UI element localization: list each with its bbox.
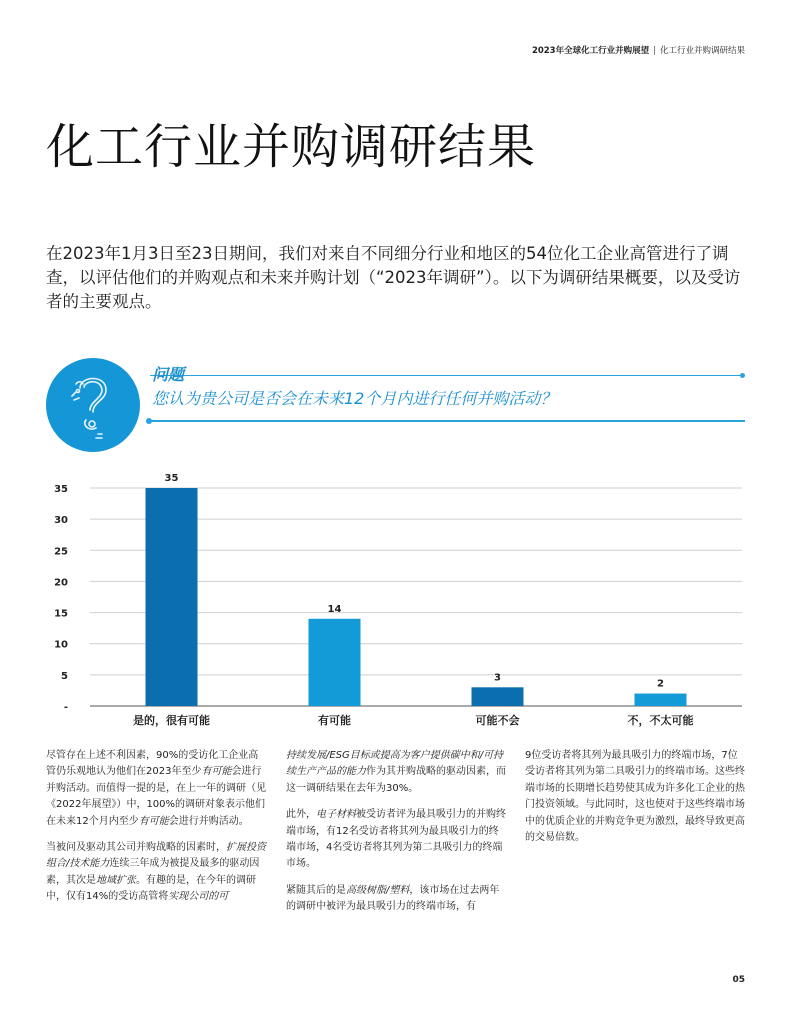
question-mark-icon [46, 358, 140, 452]
report-title: 2023年全球化工行业并购展望 [531, 46, 650, 56]
y-tick-label: 25 [54, 546, 68, 558]
body-text: 会进行并购活动。 [168, 815, 249, 827]
y-tick-label: 5 [61, 670, 68, 682]
body-text: ，该市场在过去两年的调研中被评为最具吸引力的终端市场，有 [286, 884, 500, 913]
body-text: 尽管存在上述不利因素，90%的受访化工企业高管仍乐观地认为他们在2023年至少 [46, 750, 259, 778]
page-number: 05 [732, 975, 745, 985]
running-header [532, 44, 745, 56]
y-tick-label: 30 [54, 515, 68, 527]
body-paragraph [46, 748, 266, 830]
emphasis-text: 地域扩张 [96, 874, 136, 886]
section-name: 化工行业并购调研结果 [659, 46, 745, 56]
bar [635, 694, 687, 706]
body-text: 作为其并购战略的驱动因素，而这一调研结果在去年为30%。 [286, 766, 506, 794]
body-text: 连续三年成为被提及最多的驱动因素，其次是 [46, 858, 260, 886]
body-paragraph [525, 748, 745, 846]
y-tick-label: 15 [54, 608, 68, 620]
body-column-1 [46, 748, 266, 916]
survey-bar-chart [0, 460, 791, 732]
body-paragraph [286, 807, 506, 873]
x-tick-label: 是的，很有可能 [133, 714, 210, 727]
page-title: 化工行业并购调研结果 [46, 119, 537, 175]
data-label: 3 [494, 672, 501, 684]
y-tick-label: - [63, 702, 68, 713]
body-text: 9位受访者将其列为最具吸引力的终端市场，7位受访者将其列为第二具吸引力的终端市场。这些终端市场的长期增长趋势使其成为许多化工企业的热门投资领域。与此同时，这也使对于这些终端市场中的优质企业的并购竞争更为激烈，最终导致更高的交易倍数。 [525, 750, 745, 844]
body-text: 被受访者评为最具吸引力的并购终端市场，有12名受访者将其列为最具吸引力的终端市场，4名受访者将其列为第二具吸引力的终端市场。 [286, 809, 506, 870]
body-text: 当被问及驱动其公司并购战略的因素时， [46, 842, 226, 854]
emphasis-text: 有可能 [138, 815, 169, 827]
data-label: 35 [164, 473, 179, 484]
body-paragraph [286, 883, 506, 916]
body-column-3 [525, 748, 745, 856]
body-paragraph [286, 748, 506, 797]
intro-paragraph: 在2023年1月3日至23日期间，我们对来自不同细分行业和地区的54位化工企业高管进行了调查，以评估他们的并购观点和未来并购计划（“2023年调研”）。以下为调研结果概要，以及受访者的主要观点。 [46, 244, 741, 311]
x-tick-label: 可能不会 [475, 714, 520, 727]
body-column-2 [286, 748, 506, 926]
y-tick-label: 20 [54, 577, 68, 589]
emphasis-text: 持续发展/ESG目标或提高为客户提供碳中和/可持续生产产品的能力 [286, 750, 504, 778]
x-tick-label: 有可能 [318, 714, 351, 727]
data-label: 2 [657, 678, 664, 690]
emphasis-text: 扩展投资组合/技术能力 [46, 842, 266, 870]
y-tick-label: 10 [54, 639, 68, 651]
bar [146, 488, 198, 706]
x-tick-label: 不，不太可能 [627, 714, 694, 727]
emphasis-text: 实现公司的可 [168, 891, 229, 903]
body-text: 此外， [286, 809, 316, 821]
emphasis-text: 有可能 [201, 766, 232, 778]
body-text: 紧随其后的是 [286, 884, 346, 896]
body-text: 。有趣的是，在今年的调研中，仅有14%的受访高管将 [46, 874, 256, 903]
y-tick-label: 35 [54, 484, 68, 495]
question-label: 问题 [152, 365, 185, 384]
body-paragraph [46, 840, 266, 906]
bar [309, 619, 361, 706]
body-text: 会进行并购活动。而值得一提的是，在上一年的调研（见《2022年展望》）中，100%的调研对象表示他们在未来12个月内至少 [46, 766, 266, 827]
question-divider-bottom [150, 420, 745, 422]
question-divider-top [150, 375, 742, 376]
emphasis-text: 高级树脂/塑料 [346, 884, 410, 896]
data-label: 14 [327, 603, 342, 615]
question-text: 您认为贵公司是否会在未来12个月内进行任何并购活动？ [152, 389, 557, 408]
bar [472, 687, 524, 706]
emphasis-text: 电子材料 [316, 809, 356, 821]
question-divider-dot [740, 373, 745, 378]
header-separator: | [653, 46, 656, 56]
